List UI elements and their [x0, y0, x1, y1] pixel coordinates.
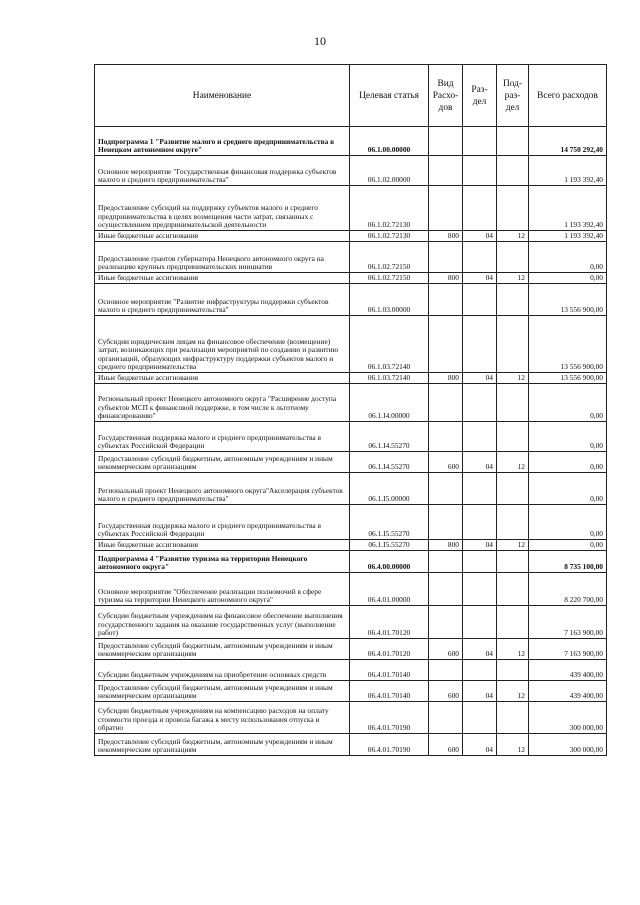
row-subsection-cell [497, 284, 529, 316]
table-row [95, 473, 607, 505]
row-total-cell: 439 400,00 [529, 660, 607, 681]
row-expense-type-cell: 800 [429, 231, 463, 242]
row-expense-type-cell [429, 473, 463, 505]
row-total-cell: 13 556 900,00 [529, 373, 607, 384]
row-name-cell: Основное мероприятие "Развитие инфраструктуры поддержки субъектов малого и среднего предпринимательства" [95, 284, 350, 316]
header-name: Наименование [95, 65, 350, 127]
row-subsection-cell [497, 422, 529, 452]
row-target-article-cell: 06.1.02.72130 [350, 231, 429, 242]
row-expense-type-cell: 600 [429, 452, 463, 473]
row-section-cell [463, 316, 497, 373]
row-subsection-cell [497, 573, 529, 606]
row-total-cell: 0,00 [529, 505, 607, 540]
row-subsection-cell: 12 [497, 273, 529, 284]
table-row [95, 551, 607, 573]
row-target-article-cell: 06.1.I4.55270 [350, 452, 429, 473]
row-total-cell: 0,00 [529, 452, 607, 473]
row-subsection-cell [497, 702, 529, 734]
row-expense-type-cell [429, 606, 463, 639]
row-total-cell: 0,00 [529, 473, 607, 505]
row-name-cell: Предоставление грантов губернатора Ненецкого автономного округа на реализацию крупных предпринимательских инициатив [95, 242, 350, 273]
row-target-article-cell: 06.4.01.70190 [350, 702, 429, 734]
row-name-cell: Государственная поддержка малого и среднего предпринимательства в субъектах Российской Федерации [95, 422, 350, 452]
row-subsection-cell [497, 242, 529, 273]
row-name-cell: Подпрограмма 1 "Развитие малого и среднего предпринимательства в Ненецком автономном округе" [95, 127, 350, 156]
row-subsection-cell [497, 384, 529, 422]
row-subsection-cell: 12 [497, 540, 529, 551]
row-name-cell: Иные бюджетные ассигнования [95, 231, 350, 242]
row-total-cell: 1 193 392,40 [529, 156, 607, 186]
row-section-cell [463, 505, 497, 540]
row-name-cell: Предоставление субсидий на поддержку субъектов малого и среднего предпринимательства в целях возмещения части затрат, связанных с осуществлением предпринимательской деятельности [95, 186, 350, 231]
row-expense-type-cell [429, 316, 463, 373]
row-total-cell: 14 750 292,40 [529, 127, 607, 156]
table-body [95, 127, 607, 756]
table-row [95, 127, 607, 156]
header-target-article: Целевая статья [350, 65, 429, 127]
row-subsection-cell [497, 127, 529, 156]
table-row [95, 242, 607, 273]
row-subsection-cell [497, 156, 529, 186]
row-total-cell: 1 193 392,40 [529, 186, 607, 231]
row-name-cell: Предоставление субсидий бюджетным, автономным учреждениям и иным некоммерческим организациям [95, 452, 350, 473]
row-name-cell: Предоставление субсидий бюджетным, автономным учреждениям и иным некоммерческим организациям [95, 681, 350, 702]
row-name-cell: Субсидии бюджетным учреждениям на приобретение основных средств [95, 660, 350, 681]
table-row [95, 505, 607, 540]
row-name-cell: Иные бюджетные ассигнования [95, 373, 350, 384]
row-name-cell: Региональный проект Ненецкого автономного округа"Акселерация субъектов малого и среднего предпринимательства" [95, 473, 350, 505]
row-subsection-cell [497, 473, 529, 505]
row-target-article-cell: 06.1.03.00000 [350, 284, 429, 316]
row-total-cell: 0,00 [529, 540, 607, 551]
row-total-cell: 1 193 392,40 [529, 231, 607, 242]
table-row [95, 231, 607, 242]
row-subsection-cell [497, 551, 529, 573]
row-total-cell: 13 556 900,00 [529, 284, 607, 316]
row-section-cell: 04 [463, 540, 497, 551]
row-target-article-cell: 06.1.I4.55270 [350, 422, 429, 452]
table-row [95, 660, 607, 681]
row-target-article-cell: 06.4.01.70120 [350, 639, 429, 660]
row-section-cell [463, 422, 497, 452]
row-name-cell: Иные бюджетные ассигнования [95, 540, 350, 551]
row-name-cell: Предоставление субсидий бюджетным, автономным учреждениям и иным некоммерческим организациям [95, 734, 350, 756]
row-target-article-cell: 06.4.01.70140 [350, 681, 429, 702]
row-expense-type-cell [429, 186, 463, 231]
row-expense-type-cell [429, 384, 463, 422]
table-row [95, 273, 607, 284]
row-section-cell [463, 473, 497, 505]
row-expense-type-cell [429, 284, 463, 316]
row-name-cell: Иные бюджетные ассигнования [95, 273, 350, 284]
row-section-cell [463, 284, 497, 316]
row-target-article-cell: 06.4.01.70120 [350, 606, 429, 639]
row-total-cell: 0,00 [529, 422, 607, 452]
table-row [95, 734, 607, 756]
row-section-cell [463, 242, 497, 273]
row-total-cell: 300 000,00 [529, 702, 607, 734]
row-name-cell: Государственная поддержка малого и среднего предпринимательства в субъектах Российской Федерации [95, 505, 350, 540]
table-row [95, 186, 607, 231]
row-expense-type-cell: 800 [429, 540, 463, 551]
row-section-cell [463, 127, 497, 156]
row-target-article-cell: 06.1.I4.00000 [350, 384, 429, 422]
row-subsection-cell [497, 186, 529, 231]
row-subsection-cell [497, 606, 529, 639]
row-target-article-cell: 06.4.01.00000 [350, 573, 429, 606]
row-target-article-cell: 06.1.I5.00000 [350, 473, 429, 505]
row-total-cell: 7 163 900,00 [529, 639, 607, 660]
table-row [95, 316, 607, 373]
row-section-cell [463, 551, 497, 573]
row-name-cell: Региональный проект Ненецкого автономного округа "Расширение доступа субъектов МСП к финансовой поддержке, в том числе к льготному финансированию" [95, 384, 350, 422]
table-header-row [95, 65, 607, 127]
row-expense-type-cell [429, 422, 463, 452]
row-expense-type-cell [429, 505, 463, 540]
table-row [95, 540, 607, 551]
row-subsection-cell: 12 [497, 681, 529, 702]
row-expense-type-cell: 800 [429, 373, 463, 384]
row-expense-type-cell [429, 551, 463, 573]
row-expense-type-cell: 600 [429, 639, 463, 660]
header-total: Всего расходов [529, 65, 607, 127]
row-total-cell: 300 000,00 [529, 734, 607, 756]
row-subsection-cell [497, 316, 529, 373]
row-total-cell: 439 400,00 [529, 681, 607, 702]
row-section-cell: 04 [463, 639, 497, 660]
row-expense-type-cell: 800 [429, 273, 463, 284]
table-row [95, 373, 607, 384]
row-section-cell [463, 186, 497, 231]
row-subsection-cell: 12 [497, 639, 529, 660]
row-target-article-cell: 06.1.03.72140 [350, 316, 429, 373]
row-name-cell: Подпрограмма 4 "Развитие туризма на территории Ненецкого автономного округа" [95, 551, 350, 573]
row-section-cell: 04 [463, 273, 497, 284]
row-target-article-cell: 06.4.01.70140 [350, 660, 429, 681]
row-subsection-cell: 12 [497, 452, 529, 473]
row-subsection-cell: 12 [497, 734, 529, 756]
row-section-cell [463, 660, 497, 681]
row-expense-type-cell [429, 156, 463, 186]
table-row [95, 606, 607, 639]
page-number: 10 [314, 34, 326, 48]
row-section-cell [463, 702, 497, 734]
row-target-article-cell: 06.1.02.72130 [350, 186, 429, 231]
header-subsection: Под- раз- дел [497, 65, 529, 127]
row-total-cell: 0,00 [529, 384, 607, 422]
row-section-cell: 04 [463, 452, 497, 473]
row-target-article-cell: 06.1.00.00000 [350, 127, 429, 156]
row-name-cell: Основное мероприятие "Обеспечение реализации полномочий в сфере туризма на территории Ненецкого автономного округа" [95, 573, 350, 606]
row-section-cell [463, 384, 497, 422]
row-target-article-cell: 06.1.I5.55270 [350, 505, 429, 540]
row-section-cell [463, 156, 497, 186]
row-subsection-cell [497, 660, 529, 681]
row-section-cell: 04 [463, 681, 497, 702]
row-subsection-cell: 12 [497, 373, 529, 384]
table-row [95, 681, 607, 702]
row-expense-type-cell: 600 [429, 734, 463, 756]
table-row [95, 702, 607, 734]
row-expense-type-cell [429, 573, 463, 606]
table-row [95, 422, 607, 452]
row-section-cell: 04 [463, 734, 497, 756]
row-target-article-cell: 06.1.02.00000 [350, 156, 429, 186]
row-total-cell: 13 556 900,00 [529, 316, 607, 373]
row-target-article-cell: 06.1.02.72150 [350, 273, 429, 284]
row-section-cell [463, 606, 497, 639]
table-row [95, 573, 607, 606]
row-section-cell: 04 [463, 231, 497, 242]
budget-table [94, 64, 607, 756]
row-target-article-cell: 06.1.03.72140 [350, 373, 429, 384]
table-row [95, 639, 607, 660]
table-row [95, 156, 607, 186]
row-total-cell: 0,00 [529, 242, 607, 273]
row-name-cell: Субсидии бюджетным учреждениям на компенсацию расходов на оплату стоимости проезда и провоза багажа к месту использования отпуска и обратно [95, 702, 350, 734]
row-expense-type-cell [429, 242, 463, 273]
row-total-cell: 7 163 900,00 [529, 606, 607, 639]
row-section-cell [463, 573, 497, 606]
row-name-cell: Субсидии юридическим лицам на финансовое обеспечение (возмещение) затрат, возникающих при реализации мероприятий по созданию и развитию организаций, образующих инфраструктуру поддержки субъектов малого и среднего предпринимательства [95, 316, 350, 373]
row-section-cell: 04 [463, 373, 497, 384]
row-target-article-cell: 06.1.02.72150 [350, 242, 429, 273]
table-row [95, 384, 607, 422]
row-subsection-cell: 12 [497, 231, 529, 242]
row-target-article-cell: 06.4.01.70190 [350, 734, 429, 756]
row-expense-type-cell: 600 [429, 681, 463, 702]
table-row [95, 452, 607, 473]
row-target-article-cell: 06.1.I5.55270 [350, 540, 429, 551]
row-total-cell: 8 735 100,00 [529, 551, 607, 573]
row-total-cell: 0,00 [529, 273, 607, 284]
row-total-cell: 8 220 700,00 [529, 573, 607, 606]
row-name-cell: Субсидии бюджетным учреждениям на финансовое обеспечение выполнения государственного задания на оказание государственных услуг (выполнение работ) [95, 606, 350, 639]
table-row [95, 284, 607, 316]
row-name-cell: Предоставление субсидий бюджетным, автономным учреждениям и иным некоммерческим организациям [95, 639, 350, 660]
header-expense-type: Вид Расхо- дов [429, 65, 463, 127]
row-expense-type-cell [429, 702, 463, 734]
row-expense-type-cell [429, 127, 463, 156]
row-name-cell: Основное мероприятие "Государственная финансовая поддержка субъектов малого и среднего предпринимательства" [95, 156, 350, 186]
row-target-article-cell: 06.4.00.00000 [350, 551, 429, 573]
row-subsection-cell [497, 505, 529, 540]
header-section: Раз- дел [463, 65, 497, 127]
row-expense-type-cell [429, 660, 463, 681]
